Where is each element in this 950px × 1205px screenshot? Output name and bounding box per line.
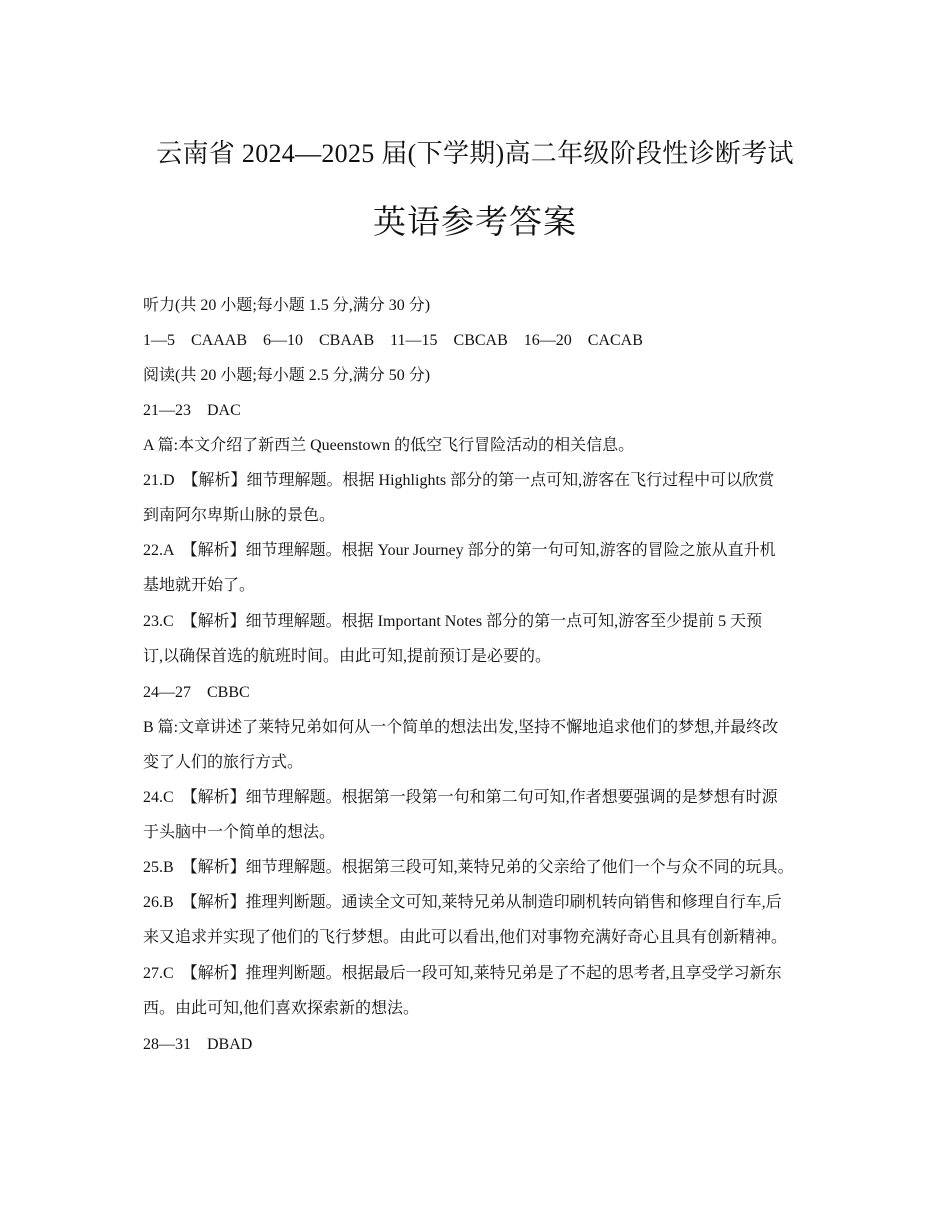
passage-b-summary-cont: 变了人们的旅行方式。	[143, 754, 304, 771]
explanation-21-cont: 到南阿尔卑斯山脉的景色。	[143, 507, 336, 524]
answer-range-21-23: 21—23 DAC	[143, 402, 241, 419]
passage-b-summary: B 篇:文章讲述了莱特兄弟如何从一个简单的想法出发,坚持不懈地追求他们的梦想,并最终改	[143, 719, 779, 736]
explanation-27: 27.C 【解析】推理判断题。根据最后一段可知,莱特兄弟是了不起的思考者,且享受学习新东	[143, 965, 782, 982]
section-heading-listening: 听力(共 20 小题;每小题 1.5 分,满分 30 分)	[143, 297, 431, 314]
passage-a-summary: A 篇:本文介绍了新西兰 Queenstown 的低空飞行冒险活动的相关信息。	[143, 437, 635, 454]
explanation-24: 24.C 【解析】细节理解题。根据第一段第一句和第二句可知,作者想要强调的是梦想有时源	[143, 789, 778, 806]
explanation-22: 22.A 【解析】细节理解题。根据 Your Journey 部分的第一句可知,游客的冒险之旅从直升机	[143, 542, 776, 559]
explanation-24-cont: 于头脑中一个简单的想法。	[143, 824, 336, 841]
answer-range-28-31: 28—31 DBAD	[143, 1036, 253, 1053]
explanation-26-cont: 来又追求并实现了他们的飞行梦想。由此可以看出,他们对事物充满好奇心且具有创新精神。	[143, 929, 788, 946]
section-heading-reading: 阅读(共 20 小题;每小题 2.5 分,满分 50 分)	[143, 367, 431, 384]
answer-range-24-27: 24—27 CBBC	[143, 684, 250, 701]
explanation-25: 25.B 【解析】细节理解题。根据第三段可知,莱特兄弟的父亲给了他们一个与众不同的玩具。	[143, 859, 794, 876]
page-title: 云南省 2024—2025 届(下学期)高二年级阶段性诊断考试	[156, 139, 794, 168]
explanation-21: 21.D 【解析】细节理解题。根据 Highlights 部分的第一点可知,游客在飞行过程中可以欣赏	[143, 472, 775, 489]
explanation-23-cont: 订,以确保首选的航班时间。由此可知,提前预订是必要的。	[143, 648, 552, 665]
explanation-27-cont: 西。由此可知,他们喜欢探索新的想法。	[143, 1000, 420, 1017]
page-subtitle: 英语参考答案	[373, 205, 577, 241]
explanation-22-cont: 基地就开始了。	[143, 577, 256, 594]
listening-answers: 1—5 CAAAB 6—10 CBAAB 11—15 CBCAB 16—20 CACAB	[143, 332, 643, 349]
explanation-23: 23.C 【解析】细节理解题。根据 Important Notes 部分的第一点可知,游客至少提前 5 天预	[143, 613, 763, 630]
explanation-26: 26.B 【解析】推理判断题。通读全文可知,莱特兄弟从制造印刷机转向销售和修理自行车,后	[143, 894, 782, 911]
